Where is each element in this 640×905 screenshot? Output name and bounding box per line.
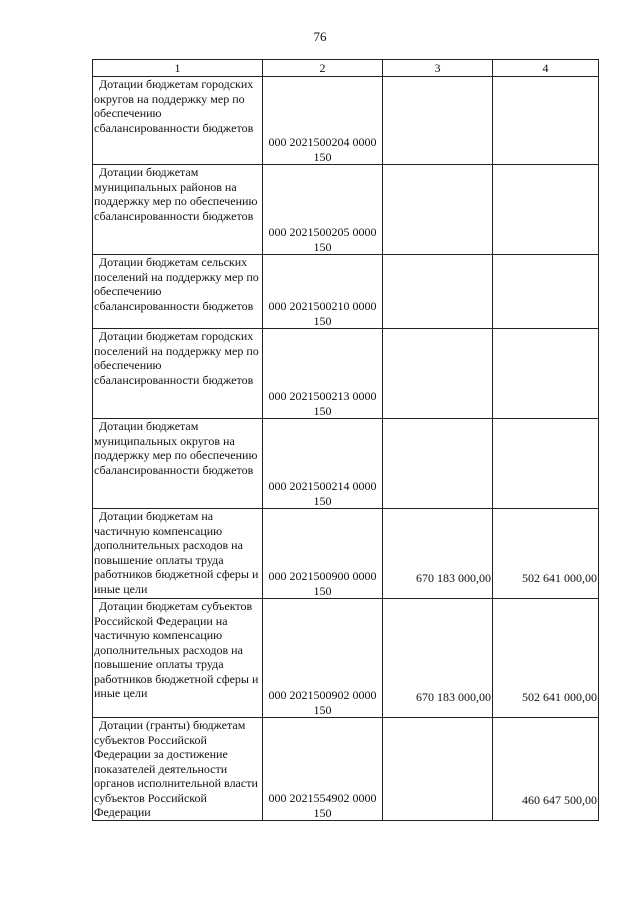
row-value-col4: 460 647 500,00: [493, 718, 599, 821]
row-code: 000 2021500213 0000 150: [263, 329, 383, 419]
row-value-col3: [383, 718, 493, 821]
row-name: Дотации бюджетам городских округов на поддержку мер по обеспечению сбалансированности бюджетов: [94, 77, 254, 135]
column-header: 4: [493, 60, 599, 77]
row-value-col3: [383, 255, 493, 329]
row-value-col3: [383, 329, 493, 419]
row-name: Дотации бюджетам муниципальных районов на поддержку мер по обеспечению сбалансированности бюджетов: [94, 165, 258, 223]
row-name-cell: [93, 599, 263, 718]
row-name-cell: [93, 165, 263, 255]
table-row: [93, 165, 599, 255]
row-value-col4: 502 641 000,00: [493, 509, 599, 599]
row-code: 000 2021500210 0000 150: [263, 255, 383, 329]
table-row: [93, 599, 599, 718]
row-name-cell: [93, 718, 263, 821]
table-row: [93, 255, 599, 329]
row-name: Дотации бюджетам муниципальных округов на поддержку мер по обеспечению сбалансированности бюджетов: [94, 419, 258, 477]
column-header: 1: [93, 60, 263, 77]
row-name: Дотации бюджетам на частичную компенсацию дополнительных расходов на повышение оплаты труда работников бюджетной сферы и иные цели: [94, 509, 259, 596]
row-code: 000 2021554902 0000 150: [263, 718, 383, 821]
row-value-col3: [383, 165, 493, 255]
row-name-cell: [93, 255, 263, 329]
row-value-col3: [383, 419, 493, 509]
row-name: Дотации бюджетам сельских поселений на поддержку мер по обеспечению сбалансированности бюджетов: [94, 255, 259, 313]
row-name: Дотации бюджетам городских поселений на поддержку мер по обеспечению сбалансированности бюджетов: [94, 329, 259, 387]
column-header: 3: [383, 60, 493, 77]
row-code: 000 2021500205 0000 150: [263, 165, 383, 255]
table-header-row: [93, 60, 599, 77]
row-code: 000 2021500902 0000 150: [263, 599, 383, 718]
table-row: [93, 419, 599, 509]
row-name-cell: [93, 77, 263, 165]
row-value-col4: [493, 77, 599, 165]
table-row: [93, 718, 599, 821]
row-code: 000 2021500204 0000 150: [263, 77, 383, 165]
row-value-col4: [493, 255, 599, 329]
page-number: 76: [313, 29, 327, 44]
column-header: 2: [263, 60, 383, 77]
row-code: 000 2021500900 0000 150: [263, 509, 383, 599]
row-value-col3: [383, 77, 493, 165]
row-value-col3: 670 183 000,00: [383, 599, 493, 718]
table-row: [93, 77, 599, 165]
row-value-col4: 502 641 000,00: [493, 599, 599, 718]
table-row: [93, 329, 599, 419]
row-name-cell: [93, 329, 263, 419]
row-name-cell: [93, 419, 263, 509]
row-name: Дотации (гранты) бюджетам субъектов Российской Федерации за достижение показателей деятельности органов исполнительной власти субъектов Российской Федерации: [94, 718, 258, 819]
row-code: 000 2021500214 0000 150: [263, 419, 383, 509]
row-name: Дотации бюджетам субъектов Российской Федерации на частичную компенсацию дополнительных расходов на повышение оплаты труда работников бюджетной сферы и иные цели: [94, 599, 259, 700]
row-value-col4: [493, 329, 599, 419]
row-name-cell: [93, 509, 263, 599]
table-row: [93, 509, 599, 599]
budget-table: [92, 59, 599, 821]
row-value-col4: [493, 419, 599, 509]
row-value-col4: [493, 165, 599, 255]
row-value-col3: 670 183 000,00: [383, 509, 493, 599]
